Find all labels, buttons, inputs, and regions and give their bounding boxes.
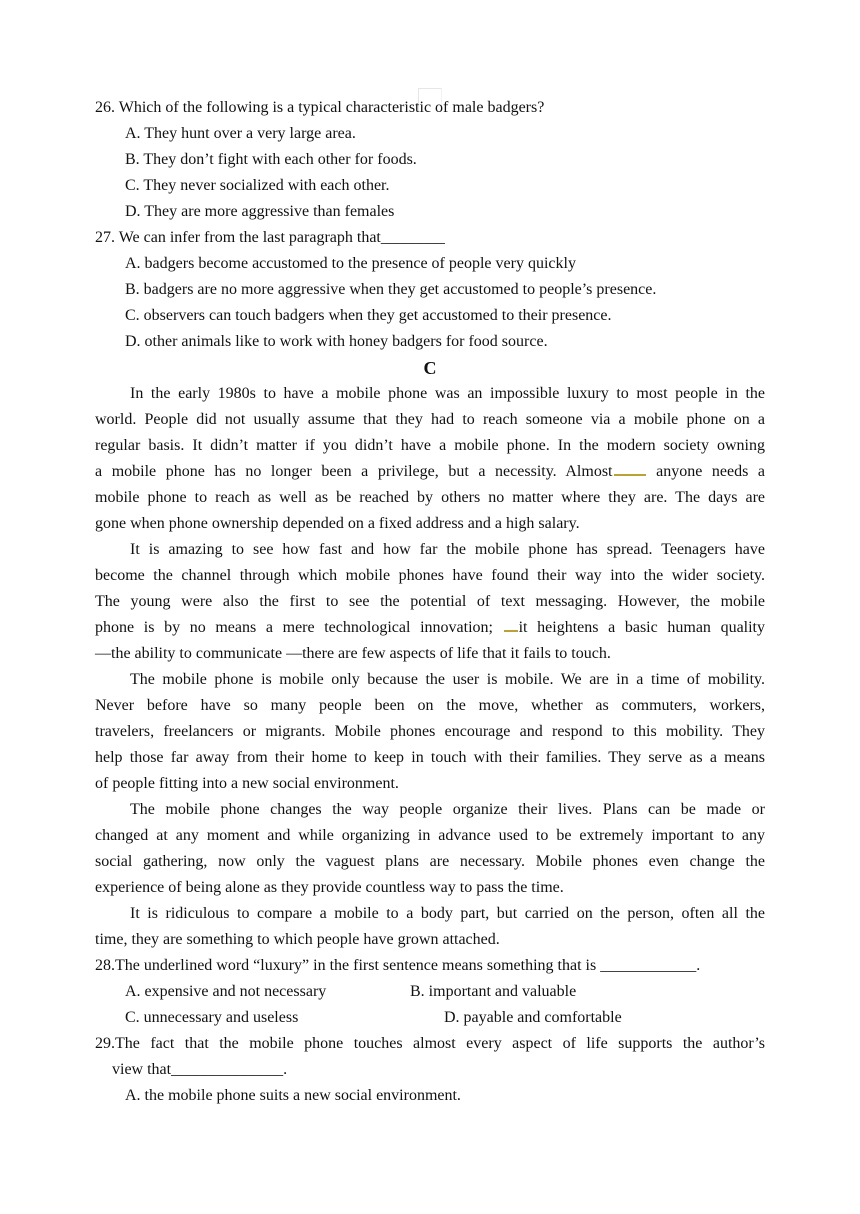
passage-line: The mobile phone changes the way people organize their lives. Plans can be made or [130,801,765,818]
passage-line: become the channel through which mobile phones have found their way into the wider society. [95,567,765,584]
passage-line-with-mark [95,462,765,482]
annotation-mark [504,626,518,632]
question-26-stem: 26. Which of the following is a typical characteristic of male badgers? [95,99,545,116]
passage-line: Never before have so many people been on the move, whether as commuters, workers, [95,697,765,714]
question-26-option-b: B. They don’t fight with each other for foods. [125,151,417,168]
passage-line: It is ridiculous to compare a mobile to a body part, but carried on the person, often all the [130,905,765,922]
passage-line: time, they are something to which people have grown attached. [95,931,500,948]
question-27-option-c: C. observers can touch badgers when they get accustomed to their presence. [125,307,612,324]
passage-line-with-mark [95,618,765,638]
passage-line: help those far away from their home to keep in touch with their families. They serve as a means [95,749,765,766]
passage-line: experience of being alone as they provide countless way to pass the time. [95,879,564,896]
question-27-option-a: A. badgers become accustomed to the presence of people very quickly [125,255,576,272]
passage-line-part: anyone needs a [646,463,765,480]
passage-line-part: phone is by no means a mere technological innovation; [95,619,503,636]
question-28-option-c: C. unnecessary and useless [125,1009,299,1026]
passage-line-part: it heightens a basic human quality [518,619,765,636]
passage-line: The young were also the first to see the potential of text messaging. However, the mobile [95,593,765,610]
passage-line: It is amazing to see how fast and how far the mobile phone has spread. Teenagers have [130,541,765,558]
question-29-stem-continued: view that______________. [112,1061,288,1078]
question-27-stem: 27. We can infer from the last paragraph that________ [95,229,445,246]
passage-line: In the early 1980s to have a mobile phone was an impossible luxury to most people in the [130,385,765,402]
section-heading: C [423,358,437,378]
question-28-stem: 28.The underlined word “luxury” in the first sentence means something that is ____________. [95,957,701,974]
question-28-option-a: A. expensive and not necessary [125,983,327,1000]
passage-line: —the ability to communicate —there are few aspects of life that it fails to touch. [95,645,611,662]
question-26-option-d: D. They are more aggressive than females [125,203,395,220]
question-28-option-d: D. payable and comfortable [444,1009,622,1026]
passage-line: of people fitting into a new social environment. [95,775,399,792]
annotation-mark [614,470,646,476]
passage-line: social gathering, now only the vaguest plans are necessary. Mobile phones even change the [95,853,765,870]
passage-line: travelers, freelancers or migrants. Mobile phones encourage and respond to this mobility. They [95,723,765,740]
passage-line: world. People did not usually assume that they had to reach someone via a mobile phone on a [95,411,765,428]
passage-line: The mobile phone is mobile only because the user is mobile. We are in a time of mobility. [130,671,765,688]
question-29-option-a: A. the mobile phone suits a new social environment. [125,1087,461,1104]
question-26-option-c: C. They never socialized with each other. [125,177,390,194]
passage-line: changed at any moment and while organizing in advance used to be extremely important to any [95,827,765,844]
passage-line: gone when phone ownership depended on a fixed address and a high salary. [95,515,580,532]
question-26-option-a: A. They hunt over a very large area. [125,125,356,142]
question-29-stem: 29.The fact that the mobile phone touches almost every aspect of life supports the author’s [95,1035,765,1052]
passage-line: regular basis. It didn’t matter if you didn’t have a mobile phone. In the modern society owning [95,437,765,454]
question-27-option-d: D. other animals like to work with honey badgers for food source. [125,333,548,350]
passage-line-part: a mobile phone has no longer been a privilege, but a necessity. Almost [95,463,613,480]
question-28-option-b: B. important and valuable [410,983,577,1000]
passage-line: mobile phone to reach as well as be reached by others no matter where they are. The days are [95,489,765,506]
question-27-option-b: B. badgers are no more aggressive when they get accustomed to people’s presence. [125,281,657,298]
